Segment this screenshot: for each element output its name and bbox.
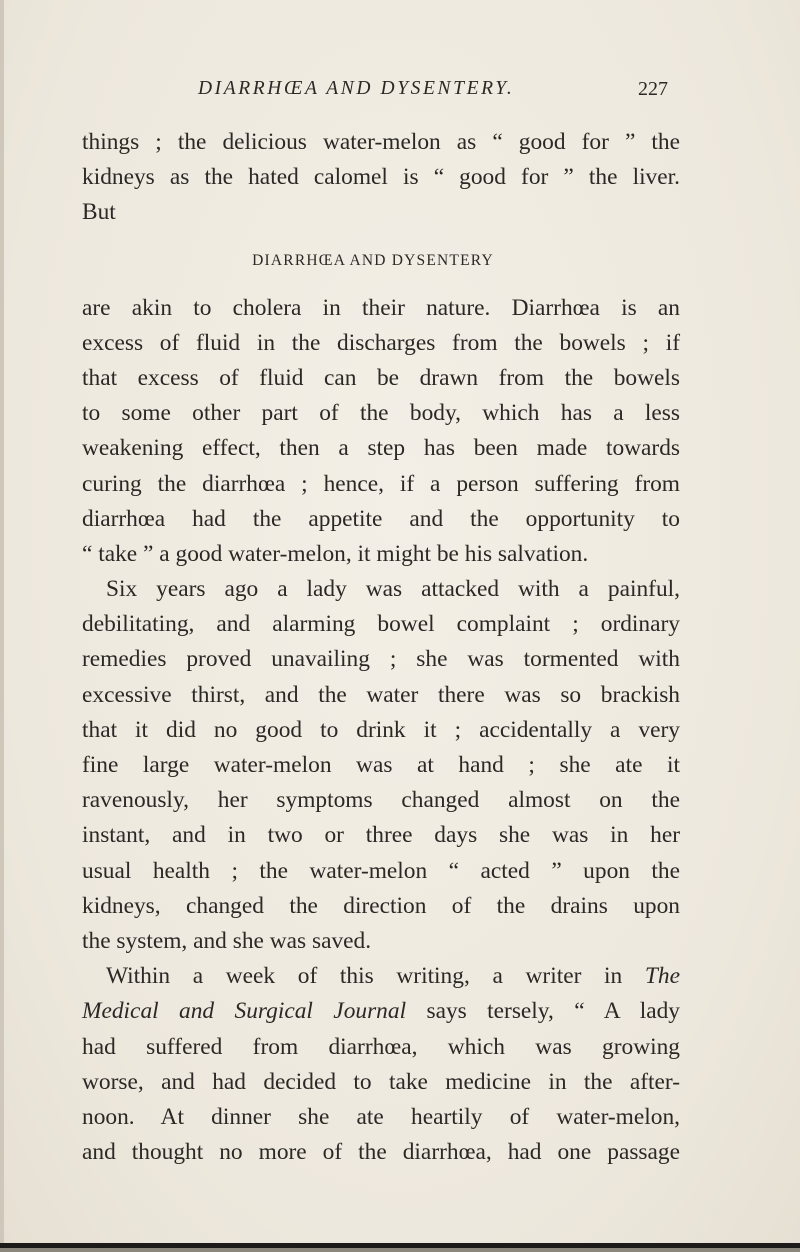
running-head <box>0 76 800 102</box>
line-text: says tersely, “ A lady <box>406 998 680 1025</box>
text-line: that excess of fluid can be drawn from the bowels <box>82 364 680 391</box>
text-line: things ; the delicious water-melon as “ good for ” the <box>82 129 680 155</box>
text-line: fine large water-melon was at hand ; she ate it <box>82 752 680 778</box>
scan-bottom-shadow <box>0 1248 800 1252</box>
text-line: ravenously, her symptoms changed almost on the <box>82 787 680 814</box>
text-line: excessive thirst, and the water there was so brackish <box>82 681 680 708</box>
text-line: to some other part of the body, which has a less <box>82 400 680 427</box>
text-line: weakening effect, then a step has been made towards <box>82 435 680 462</box>
text-line: diarrhœa had the appetite and the opportunity to <box>82 505 680 532</box>
paragraph-start-line <box>82 959 680 994</box>
line-text: Within a week of this writing, a writer in <box>106 963 645 990</box>
journal-title-italic: Medical and Surgical Journal <box>82 998 407 1025</box>
text-line: debilitating, and alarming bowel complaint ; ordinary <box>82 611 680 638</box>
journal-title-italic: The <box>644 963 680 990</box>
text-line: remedies proved unavailing ; she was tormented with <box>82 646 680 673</box>
text-line: curing the diarrhœa ; hence, if a person suffering from <box>82 470 680 497</box>
body-text <box>82 125 680 1170</box>
text-line: “ take ” a good water-melon, it might be his salvation. <box>82 540 589 567</box>
text-line: the system, and she was saved. <box>82 927 372 954</box>
text-line: that it did no good to drink it ; accidentally a very <box>82 716 680 743</box>
text-line: had suffered from diarrhœa, which was growing <box>82 1033 680 1060</box>
text-line: excess of fluid in the discharges from the bowels ; if <box>82 329 680 356</box>
section-heading <box>82 231 680 291</box>
text-line: But <box>82 199 116 226</box>
text-line: kidneys as the hated calomel is “ good for ” the liver. <box>82 164 680 191</box>
text-line: instant, and in two or three days she was in her <box>82 822 680 849</box>
text-line: and thought no more of the diarrhœa, had one passage <box>82 1139 680 1166</box>
section-heading-text: DIARRHŒA AND DYSENTERY <box>252 251 494 269</box>
running-title: DIARRHŒA AND DYSENTERY. <box>198 78 515 99</box>
page-binding-edge <box>0 0 4 1252</box>
page-number: 227 <box>638 78 668 100</box>
text-line: are akin to cholera in their nature. Diarrhœa is an <box>82 294 680 321</box>
paragraph-start-line: Six years ago a lady was attacked with a painful, <box>106 576 680 603</box>
text-line: kidneys, changed the direction of the drains upon <box>82 892 680 919</box>
text-line: usual health ; the water-melon “ acted ” upon the <box>82 857 680 884</box>
text-line: noon. At dinner she ate heartily of water-melon, <box>82 1103 680 1130</box>
text-line: worse, and had decided to take medicine in the after- <box>82 1068 680 1095</box>
text-line <box>82 994 680 1029</box>
